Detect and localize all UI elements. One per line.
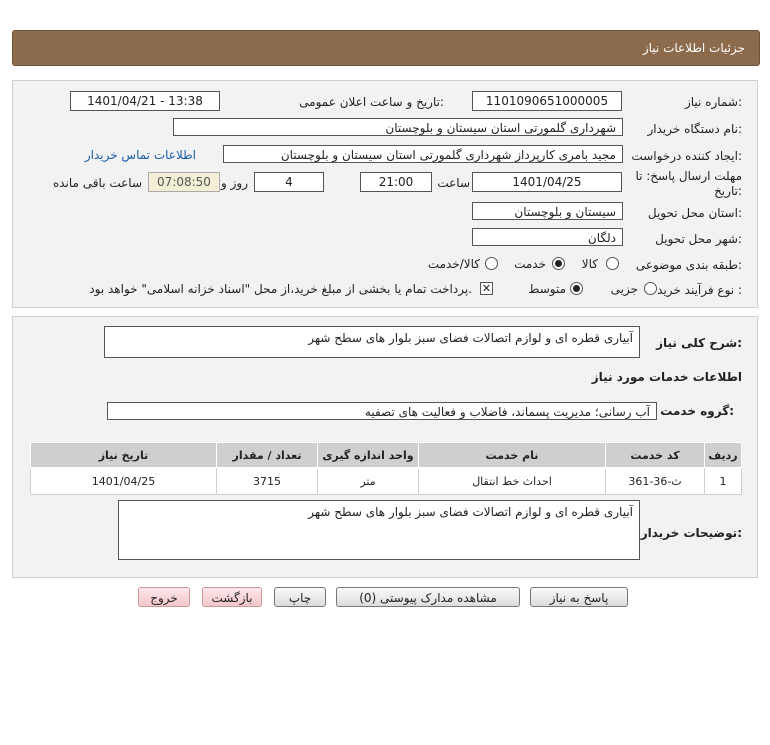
buyer-notes-label: توضیحات خریدار:	[640, 526, 742, 540]
reply-button[interactable]: پاسخ به نیاز	[530, 587, 628, 607]
process-radio-minor[interactable]	[644, 282, 657, 295]
city-label: شهر محل تحویل:	[655, 232, 742, 246]
remaining-label: ساعت باقی مانده	[52, 176, 142, 190]
days-label: روز و	[221, 176, 248, 190]
exit-button[interactable]: خروج	[138, 587, 190, 607]
process-option-medium: متوسط	[528, 282, 566, 296]
category-label: طبقه بندی موضوعی:	[635, 258, 742, 272]
page-title: جزئیات اطلاعات نیاز	[642, 41, 745, 55]
cell-row-number: 1	[705, 468, 742, 495]
buyer-notes-field: آبیاری قطره ای و لوازم اتصالات فضای سبز بلوار های سطح شهر	[118, 500, 640, 560]
services-title: اطلاعات خدمات مورد نیاز	[591, 370, 742, 384]
buyer-org-label: نام دستگاه خریدار:	[647, 122, 742, 136]
need-number-label: شماره نیاز:	[684, 95, 742, 109]
days-field: 4	[254, 172, 324, 192]
remaining-time-field: 07:08:50	[148, 172, 220, 192]
col-service-name: نام خدمت	[419, 443, 606, 468]
announce-label: تاریخ و ساعت اعلان عمومی:	[299, 95, 444, 109]
col-service-code: کد خدمت	[606, 443, 705, 468]
process-option-minor: جزیی	[610, 282, 638, 296]
category-radio-goods-service[interactable]	[485, 257, 498, 270]
col-quantity: تعداد / مقدار	[217, 443, 318, 468]
city-field: دلگان	[472, 228, 623, 246]
print-button[interactable]: چاپ	[274, 587, 326, 607]
need-info-panel	[12, 80, 758, 308]
buyer-org-field: شهرداری گلمورتی استان سیستان و بلوچستان	[173, 118, 623, 136]
view-attachments-button[interactable]: مشاهده مدارک پیوستی (0)	[336, 587, 520, 607]
category-radio-service[interactable]	[552, 257, 565, 270]
category-option-service: خدمت	[514, 257, 546, 271]
contact-buyer-link[interactable]: اطلاعات تماس خریدار	[84, 148, 196, 162]
col-unit: واحد اندازه گیری	[318, 443, 419, 468]
summary-field: آبیاری قطره ای و لوازم اتصالات فضای سبز بلوار های سطح شهر	[104, 326, 640, 358]
cell-unit: متر	[318, 468, 419, 495]
requester-field: مجید بامری کارپرداز شهرداری گلمورتی استان سیستان و بلوچستان	[223, 145, 623, 163]
deadline-label-2: تاریخ:	[714, 184, 742, 198]
announce-field: 1401/04/21 - 13:38	[70, 91, 220, 111]
cell-quantity: 3715	[217, 468, 318, 495]
category-option-goods: کالا	[581, 257, 598, 271]
page-header	[12, 30, 760, 66]
cell-service-code: ث-36-361	[606, 468, 705, 495]
deadline-time-field: 21:00	[360, 172, 432, 192]
process-label: نوع فرآیند خرید :	[657, 283, 742, 297]
need-number-field: 1101090651000005	[472, 91, 622, 111]
requester-label: ایجاد کننده درخواست:	[631, 149, 742, 163]
payment-note: پرداخت تمام یا بخشی از مبلغ خرید،از محل "اسناد خزانه اسلامی" خواهد بود.	[89, 282, 472, 296]
province-label: استان محل تحویل:	[647, 206, 742, 220]
category-radio-goods[interactable]	[606, 257, 619, 270]
cell-service-name: احداث خط انتقال	[419, 468, 606, 495]
category-option-goods-service: کالا/خدمت	[427, 257, 480, 271]
service-group-label: گروه خدمت:	[660, 404, 734, 418]
process-radio-medium[interactable]	[570, 282, 583, 295]
cell-need-date: 1401/04/25	[31, 468, 217, 495]
service-group-field: آب رسانی؛ مدیریت پسماند، فاضلاب و فعالیت های تصفیه	[107, 402, 657, 420]
treasury-payment-checkbox[interactable]: ✕	[481, 282, 492, 295]
province-field: سیستان و بلوچستان	[472, 202, 623, 220]
deadline-time-label: ساعت	[437, 176, 470, 190]
services-table	[30, 442, 742, 495]
col-need-date: تاریخ نیاز	[31, 443, 217, 468]
back-button[interactable]: بازگشت	[202, 587, 262, 607]
summary-label: شرح کلی نیاز:	[656, 336, 742, 350]
table-header-row	[31, 443, 742, 468]
col-row-number: ردیف	[705, 443, 742, 468]
deadline-label-1: مهلت ارسال پاسخ: تا	[635, 169, 742, 183]
deadline-date-field: 1401/04/25	[472, 172, 622, 192]
table-row	[31, 468, 742, 495]
